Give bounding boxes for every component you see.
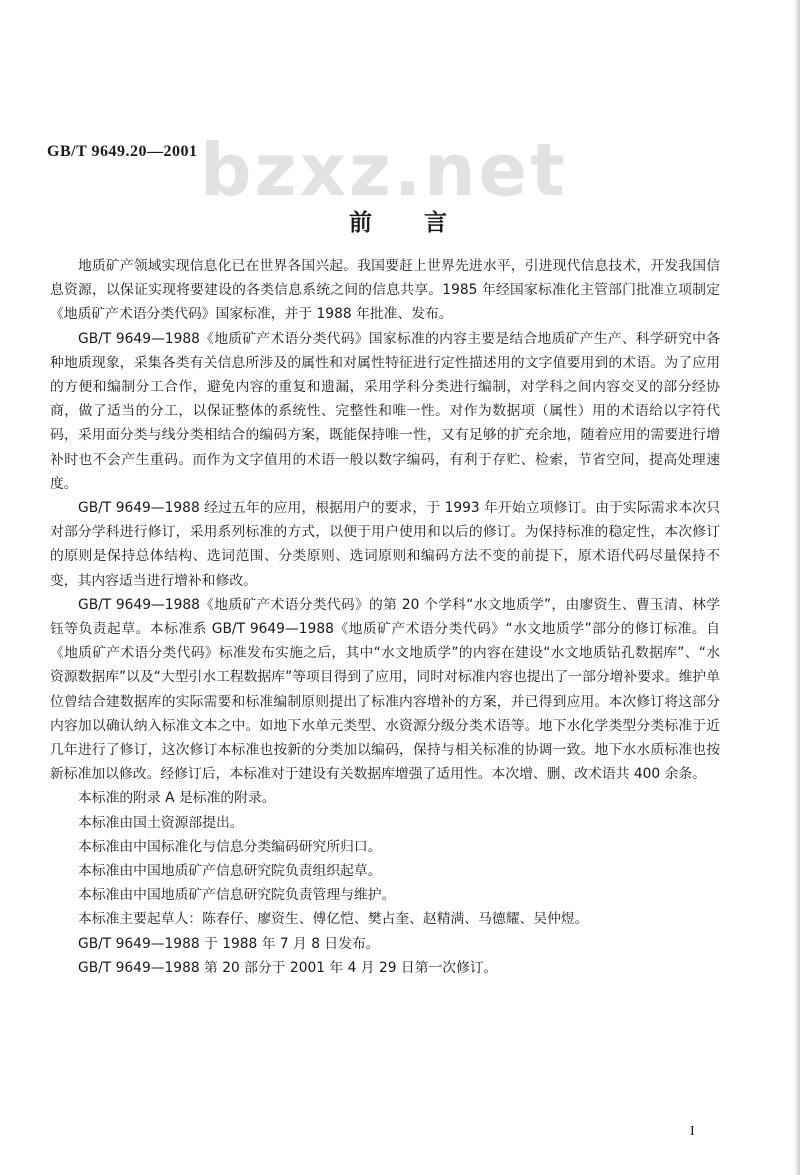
paragraph-content: GB/T 9649—1988《地质矿产术语分类代码》国家标准的内容主要是结合地质矿产生产、科学研究中各种地质现象，采集各类有关信息所涉及的属性和对属性特征进行定性描述用的文字值要用到的术语。为了应用的方便和编制分工合作，避免内容的重复和遗漏，采用学科分类进行编制，对学科之间内容交叉的部分经协商，做了适当的分工，以保证整体的系统性、完整性和唯一性。对作为数据项（属性）用的术语给以字符代码，采用面分类与线分类相结合的编码方案，既能保持唯一性，又有足够的扩充余地，随着应用的需要进行增补时也不会产生重码。而作为文字值用的术语一般以数字编码，有利于存贮、检索，节省空间，提高处理速度。 (50, 330, 720, 492)
page-title: 前 言 (348, 210, 469, 236)
paragraph-drafting-org: 本标准由中国地质矿产信息研究院负责组织起草。 (78, 863, 382, 880)
watermark: bzxz.net (200, 128, 568, 212)
paragraph-hydrogeology: GB/T 9649—1988《地质矿产术语分类代码》的第 20 个学科“水文地质学”，由廖资生、曹玉清、林学钰等负责起草。本标准系 GB/T 9649—1988《地质矿产术语分类代码》“水文地质学”部分的修订标准。自《地质矿产术语分类代码》标准发布实施之后，其中“水文地质学”的内容在建设“水文地质钻孔数据库”、“水资源数据库”以及“大型引水工程数据库”等项目得到了应用，同时对标准内容也提出了一部分增补要求。维护单位曾结合建数据库的实际需要和标准编制原则提出了标准内容增补的方案，并已得到应用。本次修订将这部分内容加以确认纳入标准文本之中。如地下水单元类型、水资源分级分类术语等。地下水化学类型分类标准于近几年进行了修订，这次修订本标准也按新的分类加以编码，保持与相关标准的协调一致。地下水水质标准也按新标准加以修改。经修订后，本标准对于建设有关数据库增强了适用性。本次增、删、改术语共 400 余条。 (50, 596, 720, 783)
paragraph-centralized: 本标准由中国标准化与信息分类编码研究所归口。 (78, 838, 382, 855)
paragraph-release: GB/T 9649—1988 于 1988 年 7 月 8 日发布。 (78, 935, 380, 952)
standard-code: GB/T 9649.20—2001 (47, 143, 198, 160)
paragraph-revision: GB/T 9649—1988 经过五年的应用，根据用户的要求，于 1993 年开始立项修订。由于实际需求本次只对部分学科进行修订，采用系列标准的方式，以便于用户使用和以后的修订。为保持标准的稳定性，本次修订的原则是保持总体结构、选词范围、分类原则、选词原则和编码方法不变的前提下，原术语代码尽量保持不变，其内容适当进行增补和修改。 (50, 500, 720, 589)
page-number: I (690, 1124, 695, 1139)
paragraph-first-revision: GB/T 9649—1988 第 20 部分于 2001 年 4 月 29 日第一次修订。 (78, 959, 498, 976)
paragraph-intro: 地质矿产领域实现信息化已在世界各国兴起。我国要赶上世界先进水平，引进现代信息技术，开发我国信息资源，以保证实现将要建设的各类信息系统之间的信息共享。1985 年经国家标准化主管部门批准立项制定《地质矿产术语分类代码》国家标准，并于 1988 年批准、发布。 (50, 258, 720, 323)
paragraph-proposer: 本标准由国土资源部提出。 (78, 814, 244, 831)
paragraph-maintenance: 本标准由中国地质矿产信息研究院负责管理与维护。 (78, 887, 396, 904)
paragraph-drafters: 本标准主要起草人：陈春仔、廖资生、傅亿恺、樊占奎、赵精满、马德耀、吴仲煜。 (78, 911, 589, 928)
paragraph-appendix: 本标准的附录 A 是标准的附录。 (78, 790, 276, 807)
page-edge (794, 0, 800, 1175)
preface-body (50, 254, 720, 980)
